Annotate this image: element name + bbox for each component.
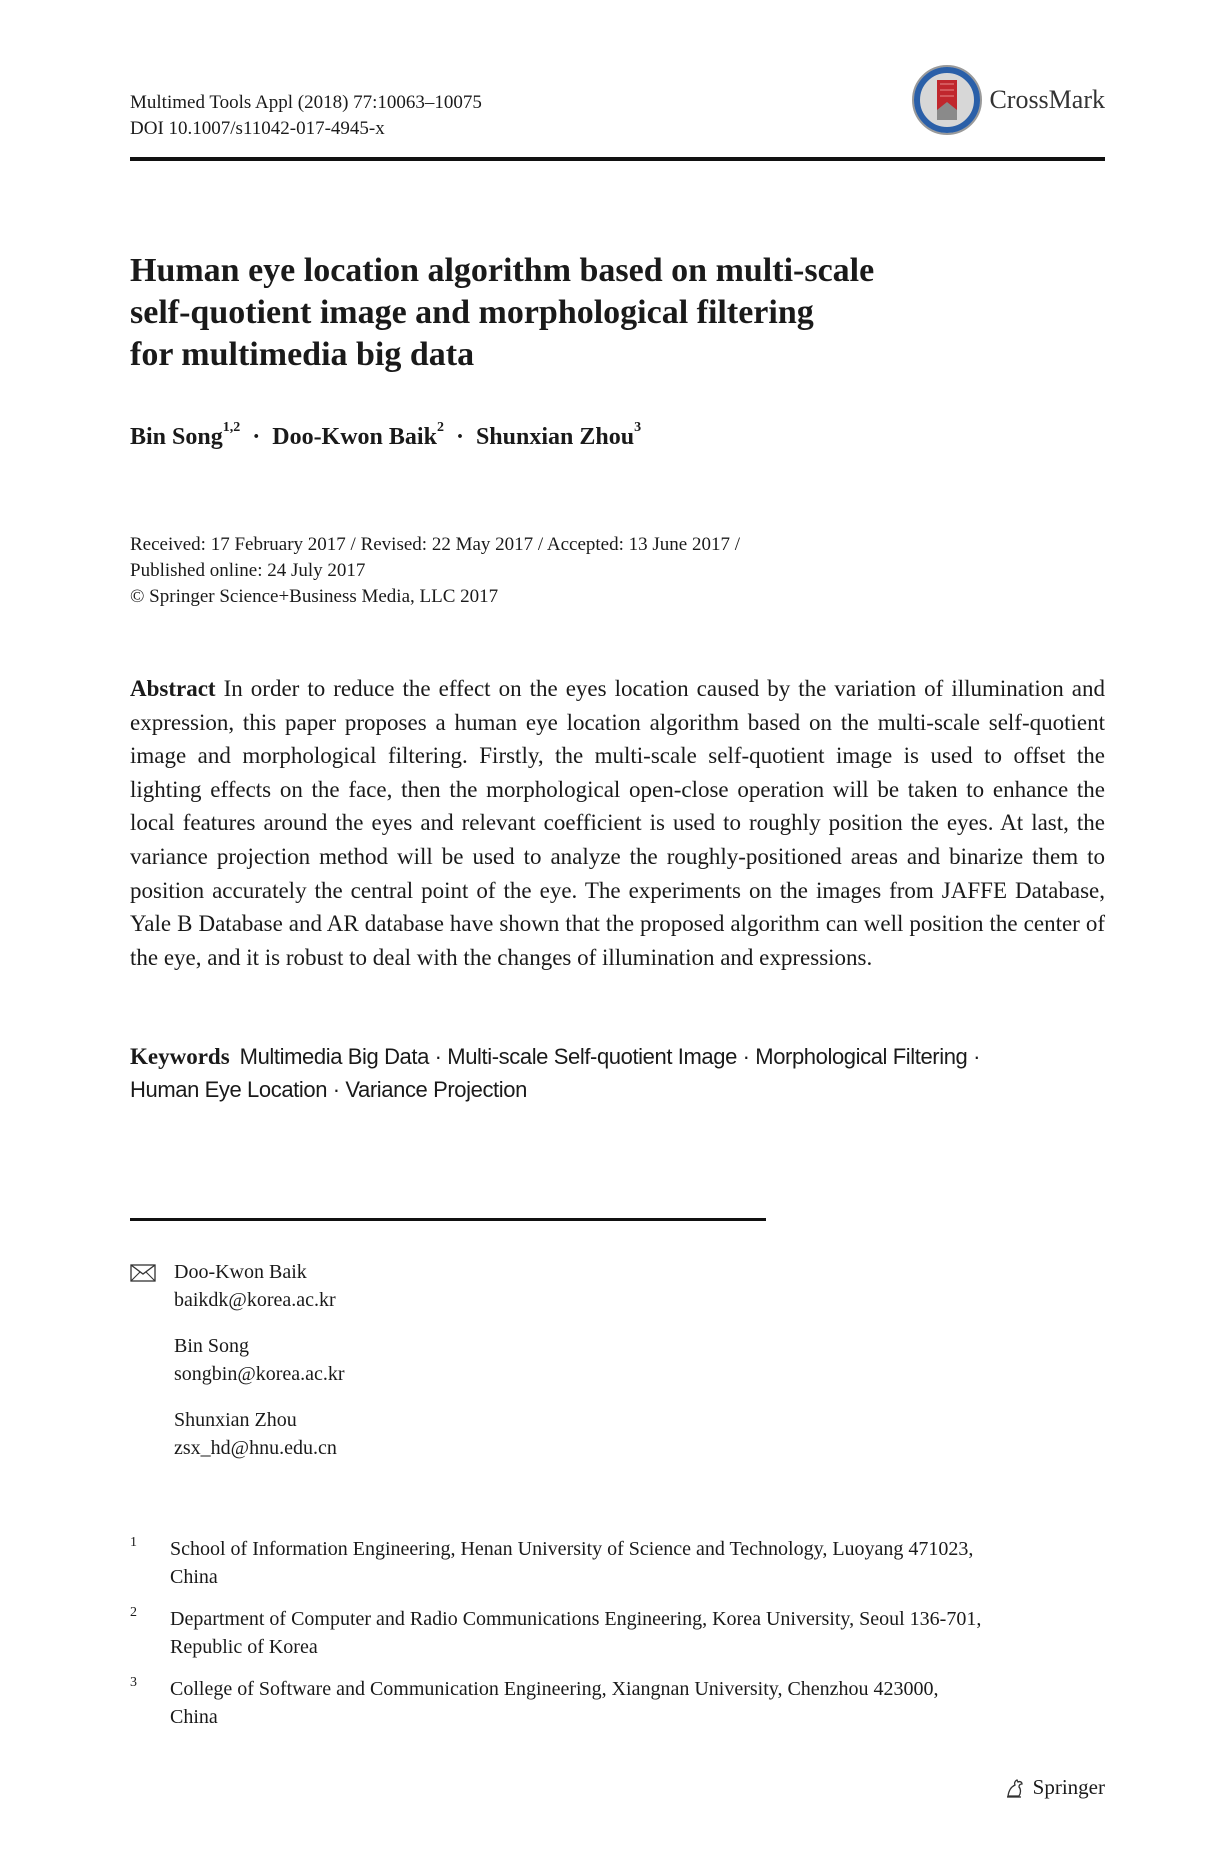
publisher-name: Springer bbox=[1032, 1775, 1105, 1799]
header-rule bbox=[130, 157, 1105, 161]
title-line: Human eye location algorithm based on multi-scale bbox=[130, 252, 875, 289]
author-separator: · bbox=[455, 424, 464, 450]
author-affil-sup: 2 bbox=[436, 420, 444, 435]
history-line: Received: 17 February 2017 / Revised: 22 May 2017 / Accepted: 13 June 2017 / bbox=[130, 534, 740, 555]
keywords-list: Multimedia Big Data · Multi-scale Self-quotient Image · Morphological Filtering · bbox=[239, 1044, 981, 1069]
title-line: for multimedia big data bbox=[130, 336, 475, 373]
keywords-label: Keywords bbox=[130, 1044, 230, 1069]
author-list bbox=[130, 420, 642, 451]
correspondence-block bbox=[130, 1258, 730, 1480]
crossmark-logo bbox=[911, 64, 983, 136]
affiliation-entry bbox=[130, 1605, 1105, 1661]
affiliation-entry bbox=[130, 1535, 1105, 1591]
contact-entry bbox=[130, 1406, 730, 1462]
title-line: self-quotient image and morphological filtering bbox=[130, 294, 814, 331]
author-name[interactable]: Doo-Kwon Baik bbox=[272, 424, 437, 450]
affiliation-number: 1 bbox=[130, 1535, 137, 1550]
contact-name: Doo-Kwon Baik bbox=[174, 1261, 307, 1283]
affiliation-text: Department of Computer and Radio Communications Engineering, Korea University, Seoul 136-701, bbox=[170, 1608, 982, 1630]
affiliation-text: China bbox=[170, 1706, 218, 1728]
author-name[interactable]: Bin Song bbox=[130, 424, 223, 450]
abstract-text: In order to reduce the effect on the eyes location caused by the variation of illumination and expression, this paper proposes a human eye location algorithm based on the multi-scale self-quotient image and morphological filtering. Firstly, the multi-scale self-quotient image is used to offset the lighting effects on the face, then the morphological open-close operation will be taken to enhance the local features around the eyes and relevant coefficient is used to roughly position the eyes. At last, the variance projection method will be used to analyze the roughly-positioned areas and binarize them to position accurately the central point of the eye. The experiments on the images from JAFFE Database, Yale B Database and AR database have shown that the proposed algorithm can well position the center of the eye, and it is robust to deal with the changes of illumination and expressions. bbox=[130, 676, 1105, 970]
affiliation-number: 2 bbox=[130, 1605, 137, 1620]
contact-email[interactable]: songbin@korea.ac.kr bbox=[174, 1363, 345, 1385]
contact-email[interactable]: baikdk@korea.ac.kr bbox=[174, 1289, 336, 1311]
abstract bbox=[130, 672, 1105, 974]
publisher-logo bbox=[1003, 1775, 1105, 1800]
publication-history bbox=[130, 532, 1030, 610]
contact-entry bbox=[130, 1332, 730, 1388]
springer-horse-icon bbox=[1003, 1776, 1027, 1800]
affiliation-text: China bbox=[170, 1566, 218, 1588]
affiliation-text: Republic of Korea bbox=[170, 1636, 318, 1658]
affiliation-text: College of Software and Communication Engineering, Xiangnan University, Chenzhou 423000, bbox=[170, 1678, 939, 1700]
footnote-rule bbox=[130, 1218, 766, 1221]
abstract-label: Abstract bbox=[130, 676, 216, 701]
keywords bbox=[130, 1040, 1105, 1106]
author-affil-sup: 3 bbox=[634, 420, 642, 435]
journal-citation: Multimed Tools Appl (2018) 77:10063–10075 bbox=[130, 92, 482, 113]
affiliation-number: 3 bbox=[130, 1675, 137, 1690]
crossmark-label: CrossMark bbox=[989, 85, 1105, 114]
affiliation-entry bbox=[130, 1675, 1105, 1731]
doi[interactable]: DOI 10.1007/s11042-017-4945-x bbox=[130, 118, 385, 139]
envelope-icon bbox=[130, 1264, 156, 1282]
crossmark-badge[interactable] bbox=[911, 64, 1105, 136]
page-header bbox=[130, 85, 1105, 142]
affiliations bbox=[130, 1535, 1105, 1745]
author-name[interactable]: Shunxian Zhou bbox=[475, 424, 635, 450]
author-separator: · bbox=[252, 424, 261, 450]
keywords-list: Human Eye Location · Variance Projection bbox=[130, 1077, 527, 1102]
author-affil-sup: 1,2 bbox=[222, 420, 241, 435]
contact-name: Shunxian Zhou bbox=[174, 1409, 297, 1431]
copyright-line: © Springer Science+Business Media, LLC 2017 bbox=[130, 586, 499, 607]
paper-title bbox=[130, 250, 1030, 376]
contact-name: Bin Song bbox=[174, 1335, 250, 1357]
history-line: Published online: 24 July 2017 bbox=[130, 560, 366, 581]
affiliation-text: School of Information Engineering, Henan University of Science and Technology, Luoyang 471023, bbox=[170, 1538, 974, 1560]
contact-entry bbox=[130, 1258, 730, 1314]
contact-email[interactable]: zsx_hd@hnu.edu.cn bbox=[174, 1437, 337, 1459]
